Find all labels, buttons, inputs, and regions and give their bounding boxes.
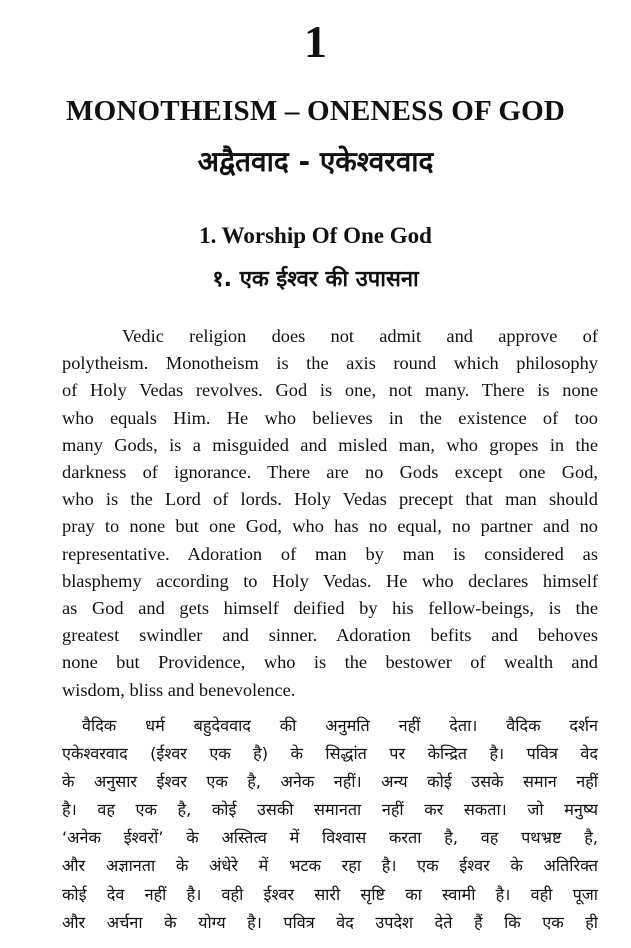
- paragraph-line: representative. Adoration of man by man is considered as: [62, 543, 598, 564]
- paragraph-line: greatest swindler and sinner. Adoration befits and behoves: [62, 625, 598, 646]
- section-title-english: 1. Worship Of One God: [199, 223, 432, 248]
- paragraph-line: darkness of ignorance. There are no Gods except one God,: [62, 462, 598, 483]
- chapter-number: 1: [304, 16, 327, 67]
- paragraph-line: who equals Him. He who believes in the existence of too: [62, 407, 598, 428]
- paragraph-hindi: [62, 712, 598, 937]
- paragraph-line: who is the Lord of lords. Holy Vedas precept that man should: [62, 489, 598, 510]
- paragraph-line: एकेश्वरवाद (ईश्वर एक है) के सिद्धांत पर केन्द्रित है। पवित्र वेद: [62, 744, 598, 764]
- paragraph-line: as God and gets himself deified by his fellow-beings, is the: [62, 598, 598, 619]
- chapter-title-english: MONOTHEISM – ONENESS OF GOD: [66, 95, 565, 127]
- paragraph-line: कोई देव नहीं है। वही ईश्वर सारी सृष्टि का स्वामी है। वही पूजा: [62, 884, 598, 904]
- paragraph-line: वैदिक धर्म बहुदेववाद की अनुमति नहीं देता। वैदिक दर्शन: [82, 716, 598, 735]
- paragraph-line: और अज्ञानता के अंधेरे में भटक रहा है। एक ईश्वर के अतिरिक्त: [62, 856, 598, 876]
- paragraph-line: none but Providence, who is the bestower of wealth and: [62, 652, 598, 673]
- paragraph-line: के अनुसार ईश्वर एक है, अनेक नहीं। अन्य कोई उसके समान नहीं: [62, 772, 598, 792]
- paragraph-line: of Holy Vedas revolves. God is one, not many. There is none: [62, 380, 598, 401]
- section-title-hindi: १. एक ईश्वर की उपासना: [212, 267, 419, 292]
- paragraph-line: और अर्चना के योग्य है। पवित्र वेद उपदेश देते हैं कि एक ही: [62, 912, 598, 932]
- paragraph-line: wisdom, bliss and benevolence.: [62, 679, 296, 700]
- paragraph-line: blasphemy according to Holy Vedas. He who declares himself: [62, 570, 598, 591]
- chapter-title-hindi: अद्वैतवाद - एकेश्वरवाद: [197, 145, 434, 178]
- paragraph-line: many Gods, is a misguided and misled man, who gropes in the: [62, 434, 598, 455]
- paragraph-english: [62, 323, 598, 704]
- paragraph-line: ‘अनेक ईश्वरों’ के अस्तित्व में विश्वास करता है, वह पथभ्रष्ट है,: [62, 828, 598, 848]
- paragraph-line: polytheism. Monotheism is the axis round which philosophy: [62, 353, 598, 374]
- paragraph-line: है। वह एक है, कोई उसकी समानता नहीं कर सकता। जो मनुष्य: [62, 800, 598, 820]
- paragraph-line: Vedic religion does not admit and approve of: [122, 326, 598, 346]
- paragraph-line: pray to none but one God, who has no equal, no partner and no: [62, 516, 598, 537]
